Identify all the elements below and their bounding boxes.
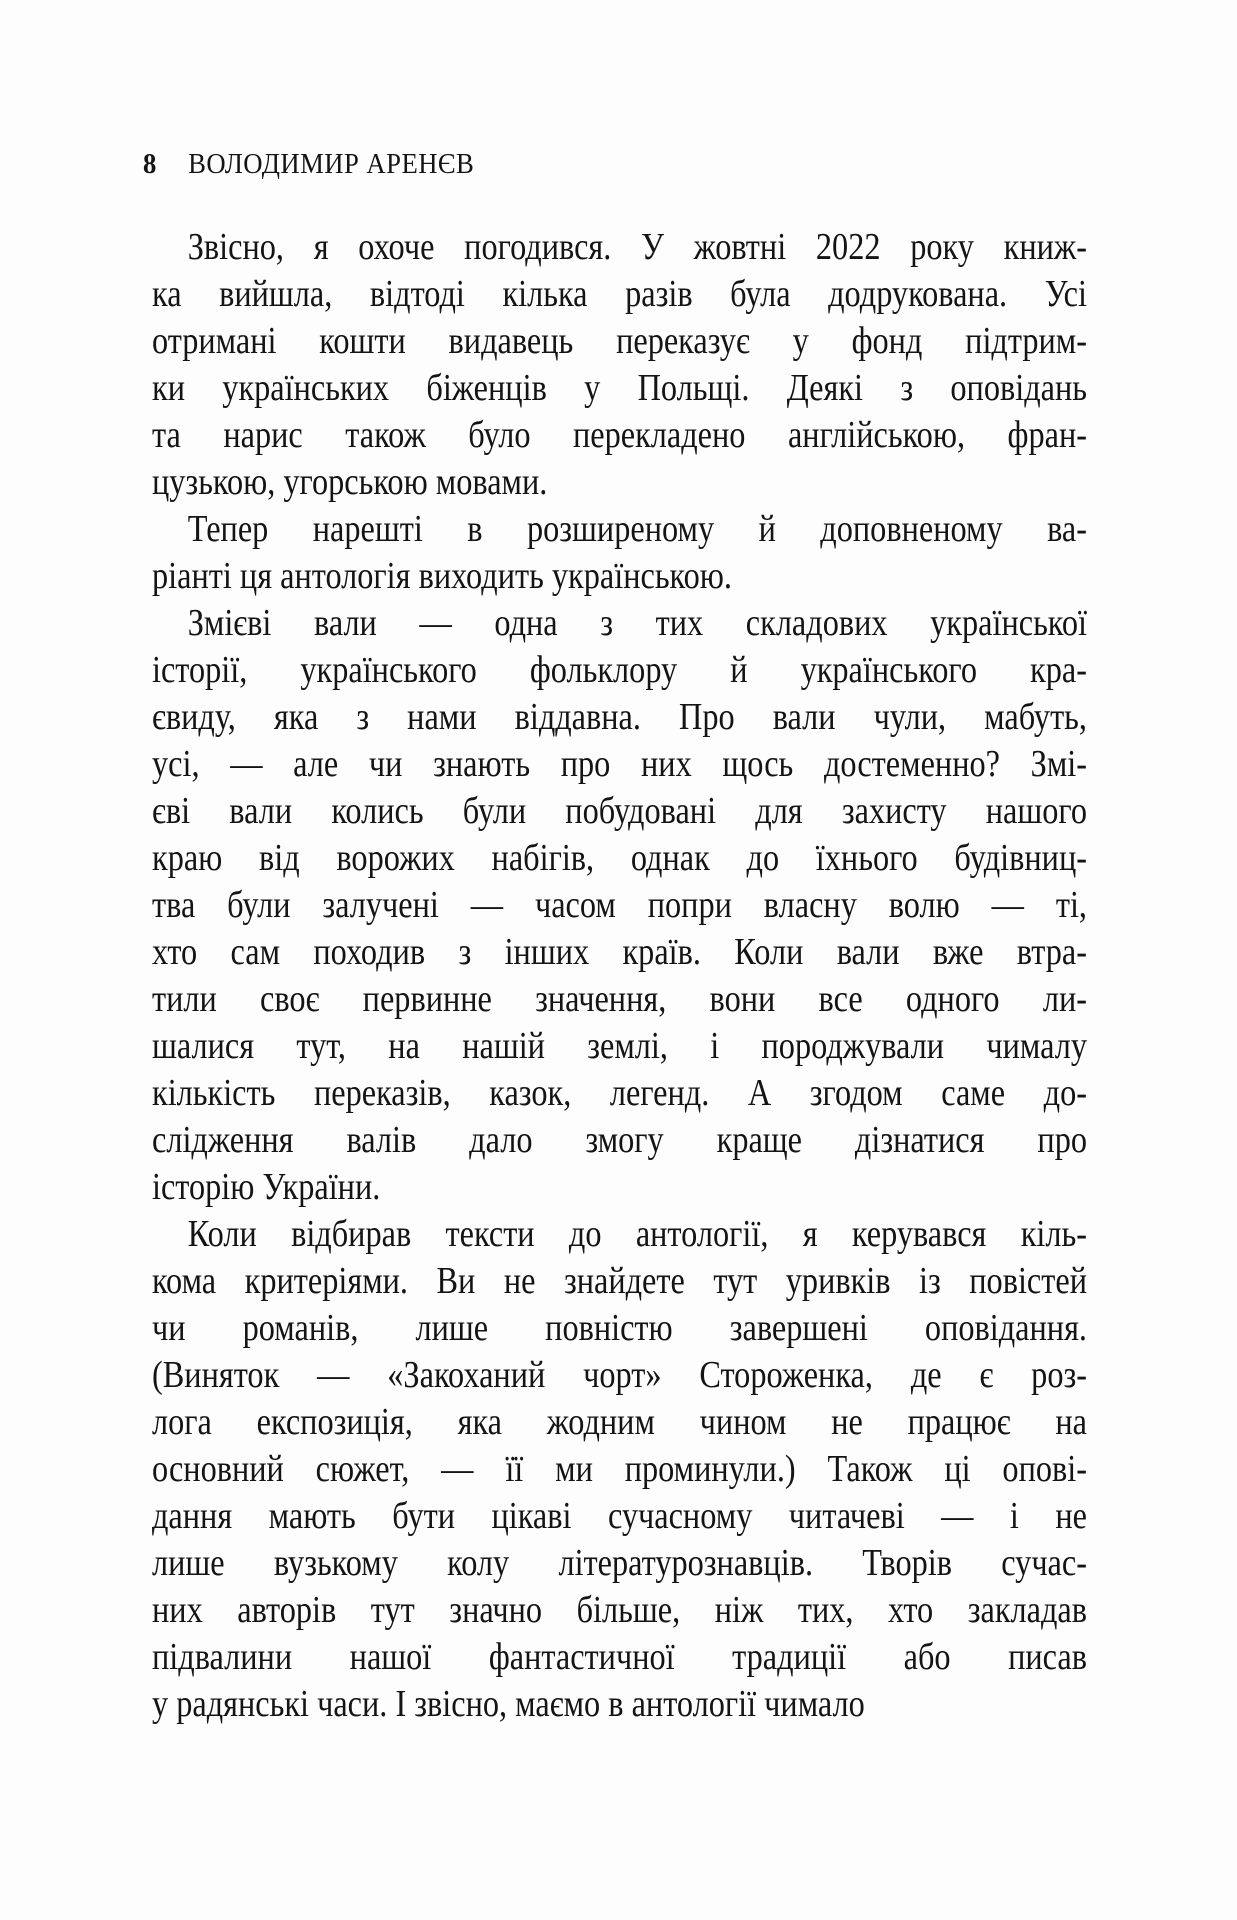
paragraph — [152, 600, 1087, 1211]
page-body-text — [152, 224, 1087, 1728]
running-header — [143, 148, 474, 181]
text-line: усі, — але чи знають про них щось достеменно? Змі- — [152, 743, 1087, 785]
text-line: єві вали колись були побудовані для захисту нашого — [152, 790, 1087, 832]
text-line: чи романів, лише повністю завершені оповідання. — [152, 1307, 1087, 1349]
text-line: тва були залучені — часом попри власну волю — ті, — [152, 884, 1087, 926]
page-number: 8 — [143, 148, 157, 180]
running-header-author: ВОЛОДИМИР АРЕНЄВ — [188, 148, 475, 180]
text-line: хто сам походив з інших країв. Коли вали вже втра- — [152, 931, 1087, 973]
text-line: євиду, яка з нами віддавна. Про вали чули, мабуть, — [152, 696, 1087, 738]
text-line: тили своє первинне значення, вони все одного ли- — [152, 978, 1087, 1020]
paragraph — [152, 506, 1087, 600]
text-line: них авторів тут значно більше, ніж тих, хто закладав — [152, 1589, 1087, 1631]
text-line: (Виняток — «Закоханий чорт» Стороженка, де є роз- — [152, 1354, 1087, 1396]
text-line: ки українських біженців у Польщі. Деякі з оповідань — [152, 367, 1087, 409]
text-line: шалися тут, на нашій землі, і породжували чималу — [152, 1025, 1087, 1067]
text-line: історію України. — [152, 1166, 381, 1208]
text-line: краю від ворожих набігів, однак до їхнього будівниц- — [152, 837, 1087, 879]
text-line: підвалини нашої фантастичної традиції або писав — [152, 1636, 1087, 1678]
text-line: Звісно, я охоче погодився. У жовтні 2022 року книж- — [187, 226, 1087, 268]
text-line: дання мають бути цікаві сучасному читачеві — і не — [152, 1495, 1087, 1537]
paragraph — [152, 1211, 1087, 1728]
text-line: кома критеріями. Ви не знайдете тут уривків із повістей — [152, 1260, 1087, 1302]
text-line: у радянські часи. І звісно, маємо в антології чимало — [152, 1683, 865, 1725]
paragraph — [152, 224, 1087, 506]
text-line: Тепер нарешті в розширеному й доповненому ва- — [187, 508, 1087, 550]
text-line: слідження валів дало змогу краще дізнатися про — [152, 1119, 1087, 1161]
text-line: та нарис також було перекладено англійською, фран- — [152, 414, 1087, 456]
text-line: цузькою, угорською мовами. — [152, 461, 548, 503]
text-line: отримані кошти видавець переказує у фонд підтрим- — [152, 320, 1087, 362]
text-line: кількість переказів, казок, легенд. А згодом саме до- — [152, 1072, 1087, 1114]
text-line: лога експозиція, яка жодним чином не працює на — [152, 1401, 1087, 1443]
text-line: ріанті ця антологія виходить українською. — [152, 555, 732, 597]
text-line: лише вузькому колу літературознавців. Творів сучас- — [152, 1542, 1087, 1584]
text-line: основний сюжет, — її ми проминули.) Також ці опові- — [152, 1448, 1087, 1490]
text-line: ка вийшла, відтоді кілька разів була додрукована. Усі — [152, 273, 1087, 315]
text-line: Змієві вали — одна з тих складових української — [187, 602, 1087, 644]
text-line: Коли відбирав тексти до антології, я керувався кіль- — [187, 1213, 1087, 1255]
text-line: історії, українського фольклору й українського кра- — [152, 649, 1087, 691]
